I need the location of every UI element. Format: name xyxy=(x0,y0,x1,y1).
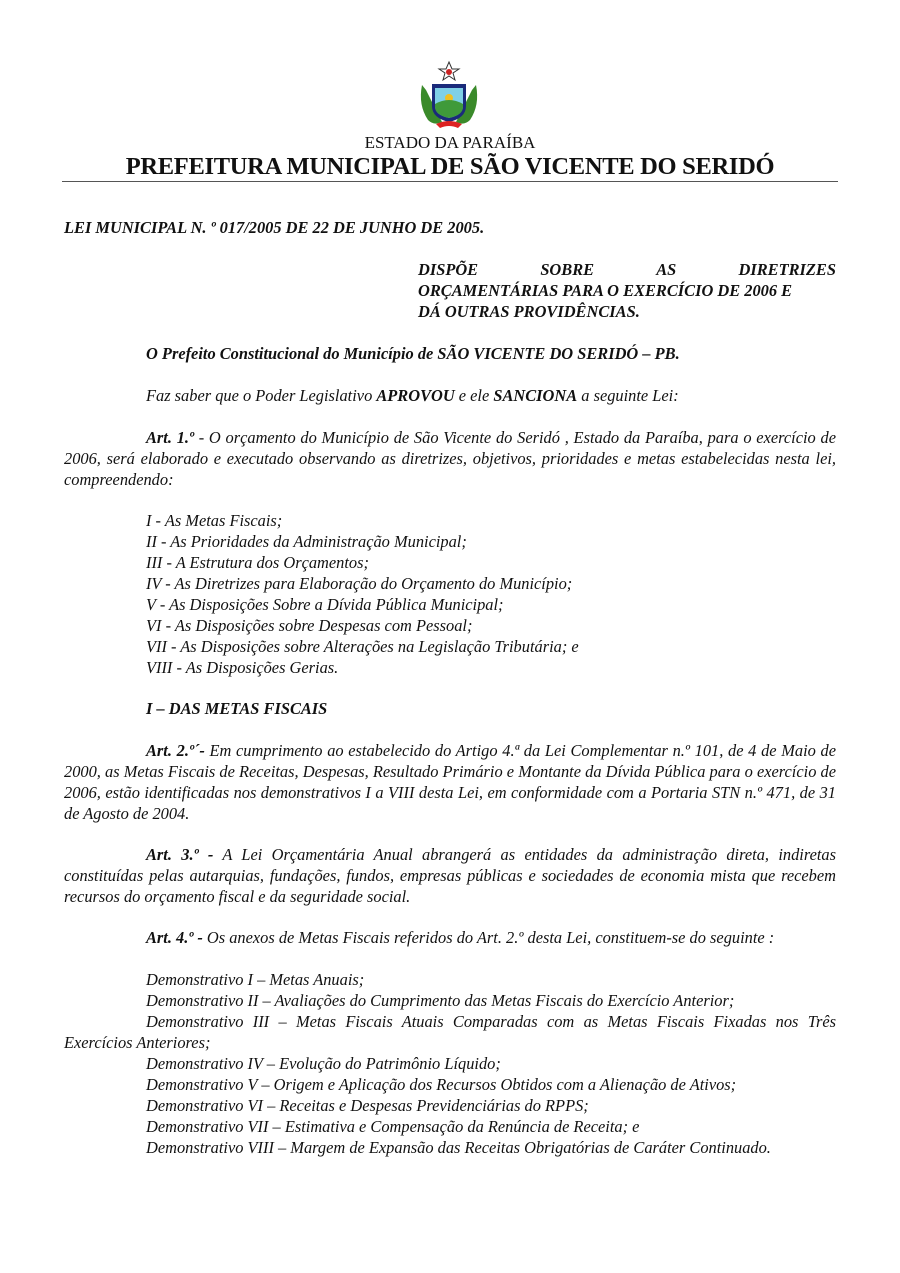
list-item: Demonstrativo VII – Estimativa e Compensação da Renúncia de Receita; e xyxy=(146,1117,640,1136)
article-label: Art. 1.º xyxy=(146,428,194,447)
list-item: VII - As Disposições sobre Alterações na Legislação Tributária; e xyxy=(146,637,579,656)
list-item: Demonstrativo III – Metas Fiscais Atuais Comparadas com as Metas Fiscais Fixadas nos Três Exercícios Anteriores; xyxy=(64,1012,836,1052)
article-label: Art. 3.º - xyxy=(146,845,214,864)
coat-of-arms-icon xyxy=(414,60,484,132)
list-item: III - A Estrutura dos Orçamentos; xyxy=(146,553,369,572)
ementa-line: ORÇAMENTÁRIAS PARA O EXERCÍCIO DE 2006 E xyxy=(418,281,793,300)
section-heading: I – DAS METAS FISCAIS xyxy=(146,699,328,718)
list-item: VIII - As Disposições Gerias. xyxy=(146,658,339,677)
text: APROVOU xyxy=(376,386,455,405)
header-divider xyxy=(62,181,838,182)
article-text: Em cumprimento ao estabelecido do Artigo 4.ª da Lei Complementar n.º 101, de 4 de Maio de 2000, as Metas Fiscais de Receitas, Despesas, Resultado Primário e Montante da Dívida Pública para o exercício de 2006, estão identificadas nos demonstrativos I a VIII desta Lei, em conformidade com a Portaria STN n.º 471, de 31 de Agosto de 2004. xyxy=(64,741,836,823)
article-2 xyxy=(64,740,836,824)
article-label: Art. 2.º´- xyxy=(146,741,205,760)
list-item: Demonstrativo I – Metas Anuais; xyxy=(146,970,365,989)
article-1 xyxy=(64,427,836,490)
article-label: Art. 4.º - xyxy=(146,928,203,947)
ementa-word: SOBRE xyxy=(540,260,595,279)
list-item: Demonstrativo IV – Evolução do Patrimônio Líquido; xyxy=(146,1054,501,1073)
enactment-clause xyxy=(64,385,836,406)
article-1-list xyxy=(146,510,836,678)
list-item: IV - As Diretrizes para Elaboração do Orçamento do Município; xyxy=(146,574,573,593)
article-text: A Lei Orçamentária Anual abrangerá as entidades da administração direta, indiretas constituídas pelas autarquias, fundações, fundos, empresas públicas e sociedades de economia mista que recebem recursos do orçamento fiscal e da seguridade social. xyxy=(64,845,836,906)
demonstrativos-list xyxy=(64,969,836,1158)
list-item: Demonstrativo V – Origem e Aplicação dos Recursos Obtidos com a Alienação de Ativos; xyxy=(146,1075,737,1094)
text: e ele xyxy=(454,386,494,405)
list-item: Demonstrativo VIII – Margem de Expansão das Receitas Obrigatórias de Caráter Continuado. xyxy=(146,1138,771,1157)
prefeito-statement: O Prefeito Constitucional do Município de SÃO VICENTE DO SERIDÓ – PB. xyxy=(146,344,680,363)
list-item: Demonstrativo VI – Receitas e Despesas Previdenciárias do RPPS; xyxy=(146,1096,589,1115)
ementa-line: DÁ OUTRAS PROVIDÊNCIAS. xyxy=(418,302,640,321)
ementa-word: AS xyxy=(656,260,677,279)
article-text: Os anexos de Metas Fiscais referidos do Art. 2.º desta Lei, constituem-se do seguinte : xyxy=(202,928,775,947)
ementa-word: DIRETRIZES xyxy=(738,260,836,279)
municipality-title: PREFEITURA MUNICIPAL DE SÃO VICENTE DO SERIDÓ xyxy=(125,153,775,180)
list-item: VI - As Disposições sobre Despesas com Pessoal; xyxy=(146,616,473,635)
list-item: V - As Disposições Sobre a Dívida Pública Municipal; xyxy=(146,595,504,614)
text: Faz saber que o Poder Legislativo xyxy=(146,386,377,405)
list-item: Demonstrativo II – Avaliações do Cumprimento das Metas Fiscais do Exercício Anterior; xyxy=(146,991,735,1010)
law-title: LEI MUNICIPAL N. º 017/2005 DE 22 DE JUNHO DE 2005. xyxy=(64,218,485,237)
ementa-word: DISPÕE xyxy=(418,260,479,279)
ementa xyxy=(418,259,836,322)
state-name: ESTADO DA PARAÍBA xyxy=(364,133,536,152)
text: SANCIONA xyxy=(493,386,578,405)
article-3 xyxy=(64,844,836,907)
article-text: - O orçamento do Município de São Vicente do Seridó , Estado da Paraíba, para o exercício de 2006, será elaborado e executado observando as diretrizes, objetivos, prioridades e metas estabelecidas nesta lei, compreendendo: xyxy=(64,428,836,489)
article-4 xyxy=(64,927,836,948)
list-item: I - As Metas Fiscais; xyxy=(146,511,283,530)
list-item: II - As Prioridades da Administração Municipal; xyxy=(146,532,467,551)
text: a seguinte Lei: xyxy=(577,386,679,405)
